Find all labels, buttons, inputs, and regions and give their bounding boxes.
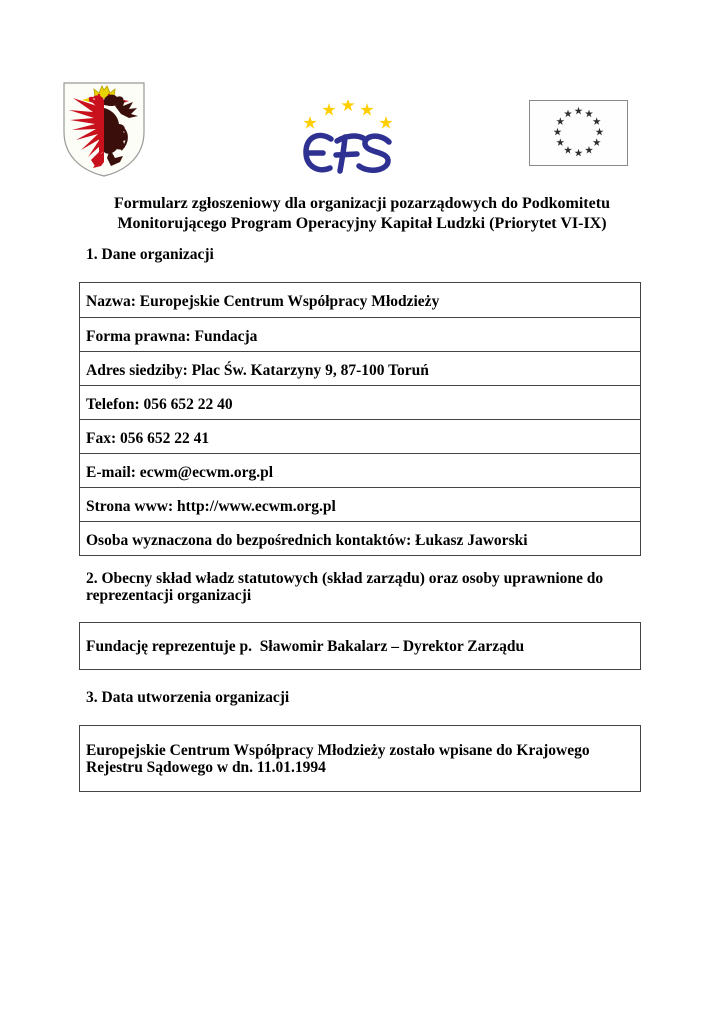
eu-flag-icon [529,100,628,166]
coat-of-arms-svg [63,82,145,178]
table-row-fax: Fax: 056 652 22 41 [80,419,640,453]
document-title-line1: Formularz zgłoszeniowy dla organizacji pozarządowych do Podkomitetu [114,195,610,212]
document-title [0,194,724,234]
eu-flag-svg [529,100,628,166]
section1-heading: 1. Dane organizacji [86,246,214,263]
organization-data-table [79,282,641,556]
table-row-adres: Adres siedziby: Plac Św. Katarzyny 9, 87-100 Toruń [80,351,640,385]
section3-heading: 3. Data utworzenia organizacji [86,689,290,706]
document-title-line2: Monitorującego Program Operacyjny Kapitał Ludzki (Priorytet VI-IX) [117,215,607,232]
table-row-nazwa: Nazwa: Europejskie Centrum Współpracy Młodzieży [86,293,440,310]
table-row-telefon: Telefon: 056 652 22 40 [80,385,640,419]
section2-heading: 2. Obecny skład władz statutowych (skład zarządu) oraz osoby uprawnione do reprezentacji organizacji [86,570,604,604]
representation-text-box: Fundację reprezentuje p. Sławomir Bakalarz – Dyrektor Zarządu [79,622,641,670]
efs-logo [300,100,396,176]
kujawsko-pomorskie-coat-of-arms-icon [63,82,145,178]
table-row-email: E-mail: ecwm@ecwm.org.pl [80,453,640,487]
efs-logo-svg [300,100,396,176]
creation-date-text-box: Europejskie Centrum Współpracy Młodzieży zostało wpisane do Krajowego Rejestru Sądowego w dn. 11.01.1994 [79,725,641,792]
table-row-osoba-kontaktowa: Osoba wyznaczona do bezpośrednich kontaktów: Łukasz Jaworski [80,521,640,555]
table-row-forma-prawna: Forma prawna: Fundacja [80,317,640,351]
table-row-strona-www: Strona www: http://www.ecwm.org.pl [80,487,640,521]
